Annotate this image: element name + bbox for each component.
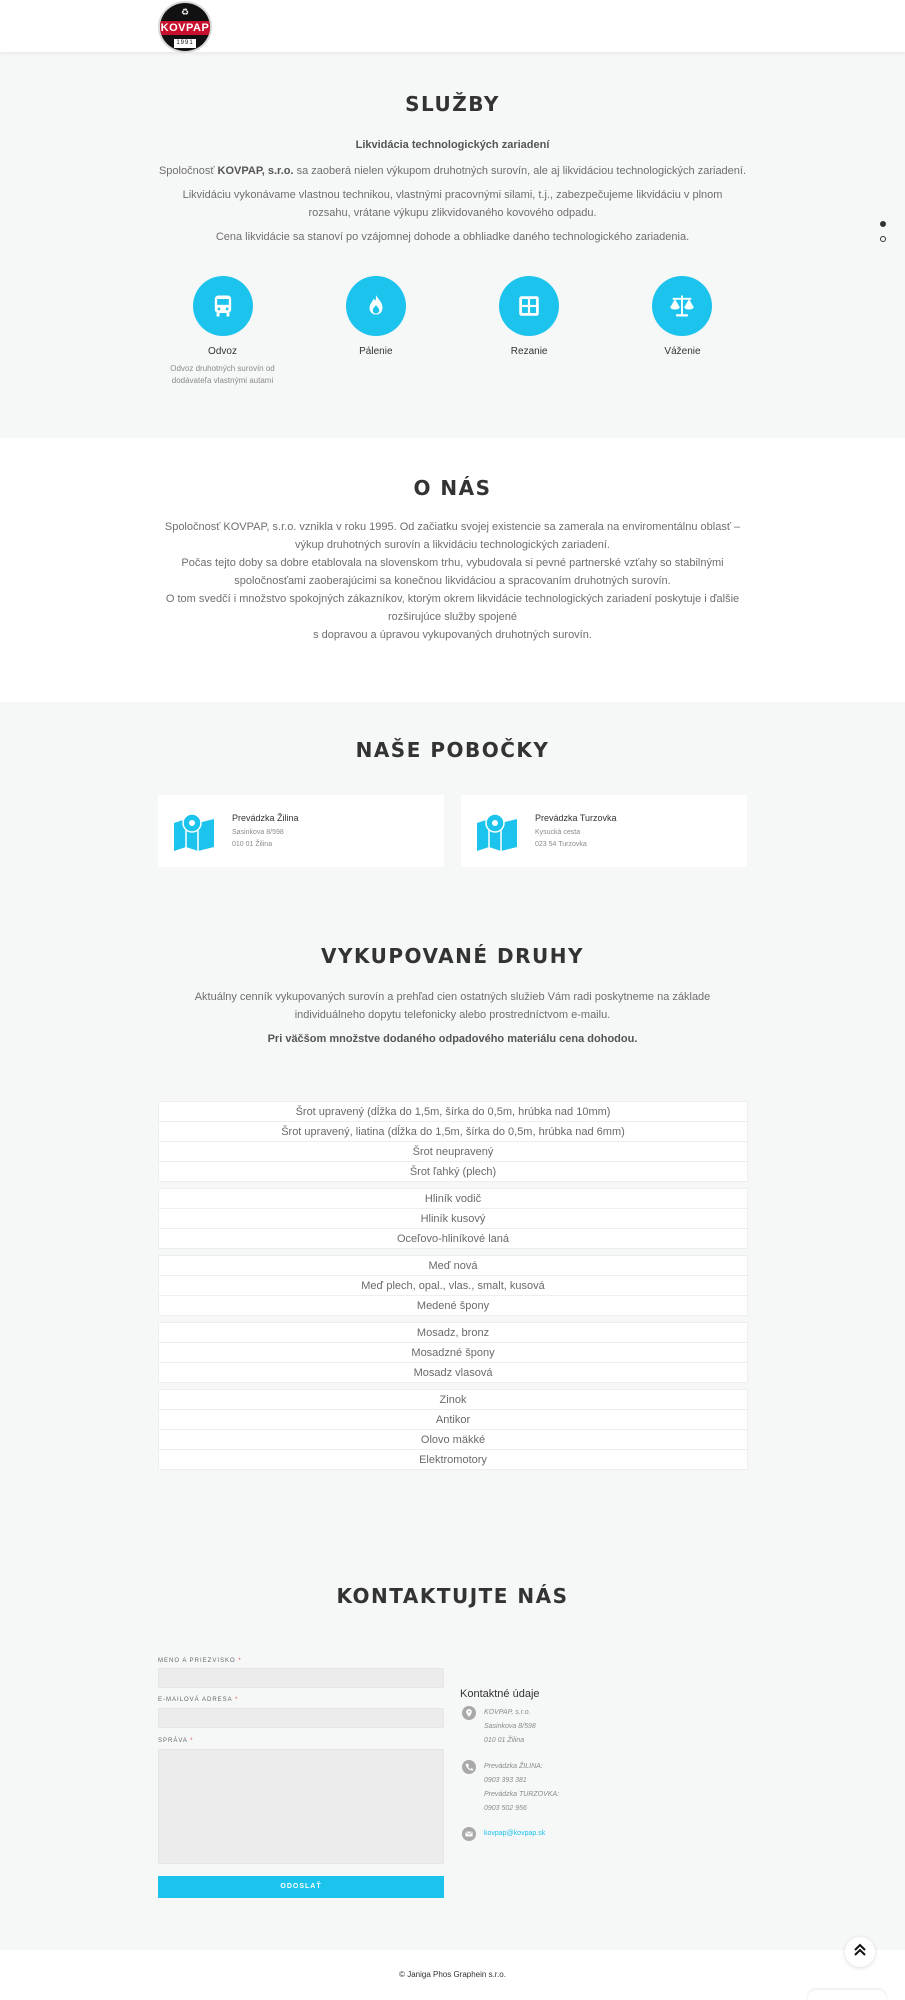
footer-copyright: © Janiga Phos Graphein s.r.o. [399,1970,506,1979]
purchase-note: Pri väčšom množstve dodaného odpadového materiálu cena dohodou. [267,1033,638,1045]
about-text [0,518,905,644]
phone-icon [462,1760,476,1774]
services-section [0,52,905,438]
services-price-note: Cena likvidácie sa stanoví po vzájomnej dohode a obhliadke daného technologického zariadenia. [215,231,690,243]
branches-title: NAŠE POBOČKY [355,738,550,762]
service-desc: Odvoz druhotných surovín od dodávateľa vlastnými autami [170,364,275,385]
mail-icon [462,1827,476,1841]
name-label: MENO A PRIEZVISKO * [158,1658,242,1664]
section-dot-active[interactable] [880,221,886,227]
table-row: Zinok [158,1390,748,1410]
service-rezanie [464,276,594,387]
table-row: Olovo mäkké [158,1430,748,1450]
contact-address: KOVPAP, s.r.o. Sasinkova 8/598 010 01 Žilina [484,1709,536,1744]
service-title: Pálenie [359,346,393,357]
table-row: Mosadzné špony [158,1343,748,1363]
table-row: Meď nová [158,1256,748,1276]
materials-group-iron [158,1101,748,1182]
service-odvoz [158,276,288,387]
double-chevron-up-icon [853,1943,867,1962]
table-row: Meď plech, opal., vlas., smalt, kusová [158,1276,748,1296]
branch-name: Prevádzka Turzovka [535,813,617,823]
message-label: SPRÁVA * [158,1738,194,1744]
service-title: Rezanie [510,346,548,357]
branch-street: Kysucká cesta [535,829,581,836]
branch-card-turzovka[interactable] [461,795,747,867]
recycle-icon: ♻ [180,7,190,17]
email-field[interactable] [158,1708,444,1728]
message-field[interactable] [158,1749,444,1864]
table-row: Mosadz, bronz [158,1323,748,1343]
about-title: O NÁS [413,476,492,500]
fire-icon [346,276,406,336]
contact-title: KONTAKTUJTE NÁS [336,1584,569,1608]
branch-city: 010 01 Žilina [232,841,273,848]
about-line: rozširujúce služby spojené [387,611,517,623]
table-row: Medené špony [158,1296,748,1316]
services-intro: Spoločnosť KOVPAP, s.r.o. sa zaoberá nielen výkupom druhotných surovín, ale aj likvidáciou technologických zariadení. [158,165,747,177]
table-row: Hliník vodič [158,1189,748,1209]
table-row: Šrot ľahký (plech) [158,1162,748,1182]
table-row: Antikor [158,1410,748,1430]
branch-card-zilina[interactable] [158,795,444,867]
about-line: Počas tejto doby sa dobre etablovala na slovenskom trhu, vybudovala si pevné partnerské vzťahy so stabilnými [181,557,724,569]
contact-phones: Prevádzka ŽILINA: 0903 393 381 Prevádzka TURZOVKA: 0903 502 956 [484,1763,560,1812]
kovpap-logo[interactable] [158,1,212,53]
table-row: Šrot upravený, liatina (dĺžka do 1,5m, šírka do 0,5m, hrúbka nad 6mm) [158,1122,748,1142]
table-row: Mosadz vlasová [158,1363,748,1383]
materials-group-aluminium [158,1188,748,1249]
table-row: Elektromotory [158,1450,748,1470]
branch-street: Sasinkova 8/598 [232,829,284,836]
contact-info-title: Kontaktné údaje [460,1688,540,1700]
section-dot[interactable] [880,236,886,242]
location-icon [462,1706,476,1720]
about-line: Spoločnosť KOVPAP, s.r.o. vznikla v roku 1995. Od začiatku svojej existencie sa zamerala na enviromentálnu oblasť – [164,521,741,533]
bus-icon [193,276,253,336]
service-palenie [311,276,441,387]
branch-city: 023 54 Turzovka [535,841,587,848]
table-row: Hliník kusový [158,1209,748,1229]
about-line: s dopravou a úpravou vykupovaných druhotných surovín. [313,629,592,641]
logo-text: KOVPAP [160,22,210,34]
materials-group-brass [158,1322,748,1383]
email-label: E-MAILOVÁ ADRESA * [158,1697,239,1703]
materials-table [158,1101,748,1476]
site-header [0,0,905,52]
send-button[interactable]: ODOSLAŤ [158,1876,444,1898]
table-row: Šrot upravený (dĺžka do 1,5m, šírka do 0,5m, hrúbka nad 10mm) [158,1102,748,1122]
map-icon [172,811,216,856]
branch-name: Prevádzka Žilina [232,813,299,823]
scale-icon [652,276,712,336]
services-subtitle: Likvidácia technologických zariadení [355,139,550,151]
about-line: O tom svedčí i množstvo spokojných zákazníkov, ktorým okrem likvidácie technologických zariadení poskytuje i ďalšie [165,593,740,605]
service-title: Odvoz [208,346,237,357]
chat-widget[interactable] [808,1990,886,2000]
grid-icon [499,276,559,336]
back-to-top-button[interactable] [845,1937,875,1967]
about-line: spoločnosťami zaoberajúcimi sa konečnou likvidáciou a spracovaním druhotných surovín. [234,575,671,587]
materials-group-copper [158,1255,748,1316]
contact-email-link[interactable]: kovpap@kovpap.sk [484,1830,546,1837]
purchase-title: VYKUPOVANÉ DRUHY [321,944,584,968]
services-title: SLUŽBY [405,92,500,116]
logo-year: 1991 [174,39,196,48]
services-description: Likvidáciu vykonávame vlastnou technikou, vlastnými pracovnými silami, t.j., zabezpečujeme likvidáciu v plnom rozsahu, vrátane výkupu zlikvidovaného kovového odpadu. [182,189,723,219]
about-line: výkup druhotných surovín a likvidáciu technologických zariadení. [295,539,610,551]
services-list [158,276,748,387]
table-row: Šrot neupravený [158,1142,748,1162]
map-icon [475,811,519,856]
service-title: Váženie [664,346,701,357]
service-vazenie [617,276,747,387]
name-field[interactable] [158,1668,444,1688]
table-row: Oceľovo-hliníkové laná [158,1229,748,1249]
materials-group-other [158,1389,748,1470]
about-section [0,438,905,702]
purchase-intro: Aktuálny cenník vykupovaných surovín a prehľad cien ostatných služieb Vám radi poskytneme na základe individuálneho dopytu telefonicky alebo prostredníctvom e-mailu. [194,991,711,1021]
